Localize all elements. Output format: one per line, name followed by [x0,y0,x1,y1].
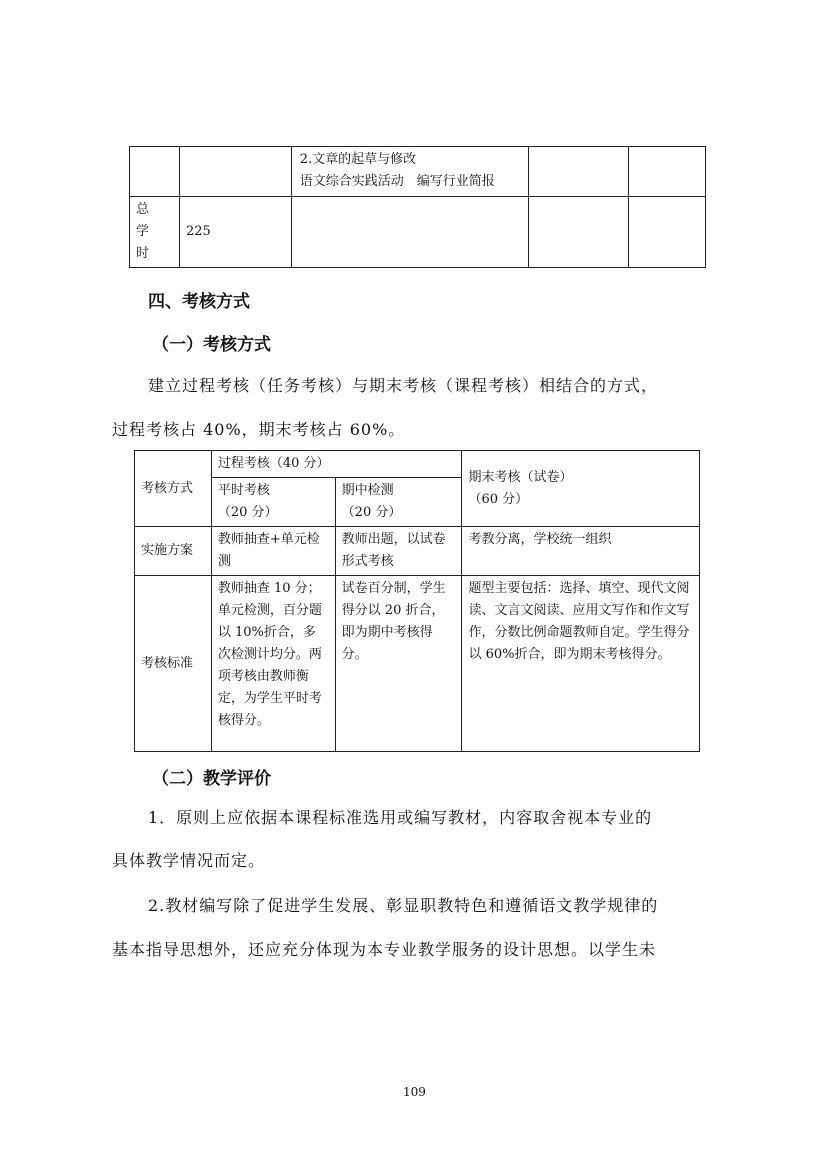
table-cell: 题型主要包括：选择、填空、现代文阅读、文言文阅读、应用文写作和作文写作，分数比例命题教师自定。学生得分以 60%折合，即为期末考核得分。 [462,576,700,752]
header-midterm-assessment: 期中检测 （20 分） [335,478,462,527]
table-cell: 教师抽查 10 分；单元检测，百分题以 10%折合，多次检测计均分。两项考核由教师衡定，为学生平时考核得分。 [211,576,335,752]
paragraph-line: 过程考核占 40%，期末考核占 60%。 [112,420,406,439]
table-cell: 试卷百分制，学生得分以 20 折合，即为期中考核得分。 [335,576,462,752]
table-cell [529,147,629,197]
table-cell [629,147,706,197]
header-process-assessment: 过程考核（40 分） [211,451,462,478]
table-cell-content: 2.文章的起草与修改 语文综合实践活动 编写行业简报 [291,147,529,197]
table-cell: 教师出题，以试卷形式考核 [335,527,462,576]
course-hours-table [129,146,706,268]
row-label-implementation: 实施方案 [135,527,212,576]
table-cell [629,197,706,268]
header-regular-assessment: 平时考核 （20 分） [211,478,335,527]
table-cell [130,147,180,197]
table-cell: 考教分离，学校统一组织 [462,527,700,576]
subsection-title-teaching-evaluation: （二）教学评价 [152,769,271,789]
section-title-assessment: 四、考核方式 [148,292,250,312]
row-label-standard: 考核标准 [135,576,212,752]
table-cell [529,197,629,268]
header-final-assessment: 期末考核（试卷） （60 分） [462,451,700,527]
subsection-title-assessment-method: （一）考核方式 [152,335,271,355]
table-cell [179,147,291,197]
assessment-table [134,450,700,752]
page-number: 109 [403,1085,426,1099]
total-hours-value: 225 [179,197,291,268]
paragraph-line: 基本指导思想外，还应充分体现为本专业教学服务的设计思想。以学生未 [112,940,657,959]
table-cell: 教师抽查+单元检测 [211,527,335,576]
paragraph-line: 1．原则上应依据本课程标准选用或编写教材，内容取舍视本专业的 [148,808,653,827]
paragraph-line: 2.教材编写除了促进学生发展、彰显职教特色和遵循语文教学规律的 [148,896,659,915]
table-cell [291,197,529,268]
header-assessment-method: 考核方式 [135,451,212,527]
paragraph-line: 建立过程考核（任务考核）与期末考核（课程考核）相结合的方式， [148,376,659,395]
paragraph-line: 具体教学情况而定。 [112,851,266,870]
total-hours-label: 总学 时 [130,197,180,268]
